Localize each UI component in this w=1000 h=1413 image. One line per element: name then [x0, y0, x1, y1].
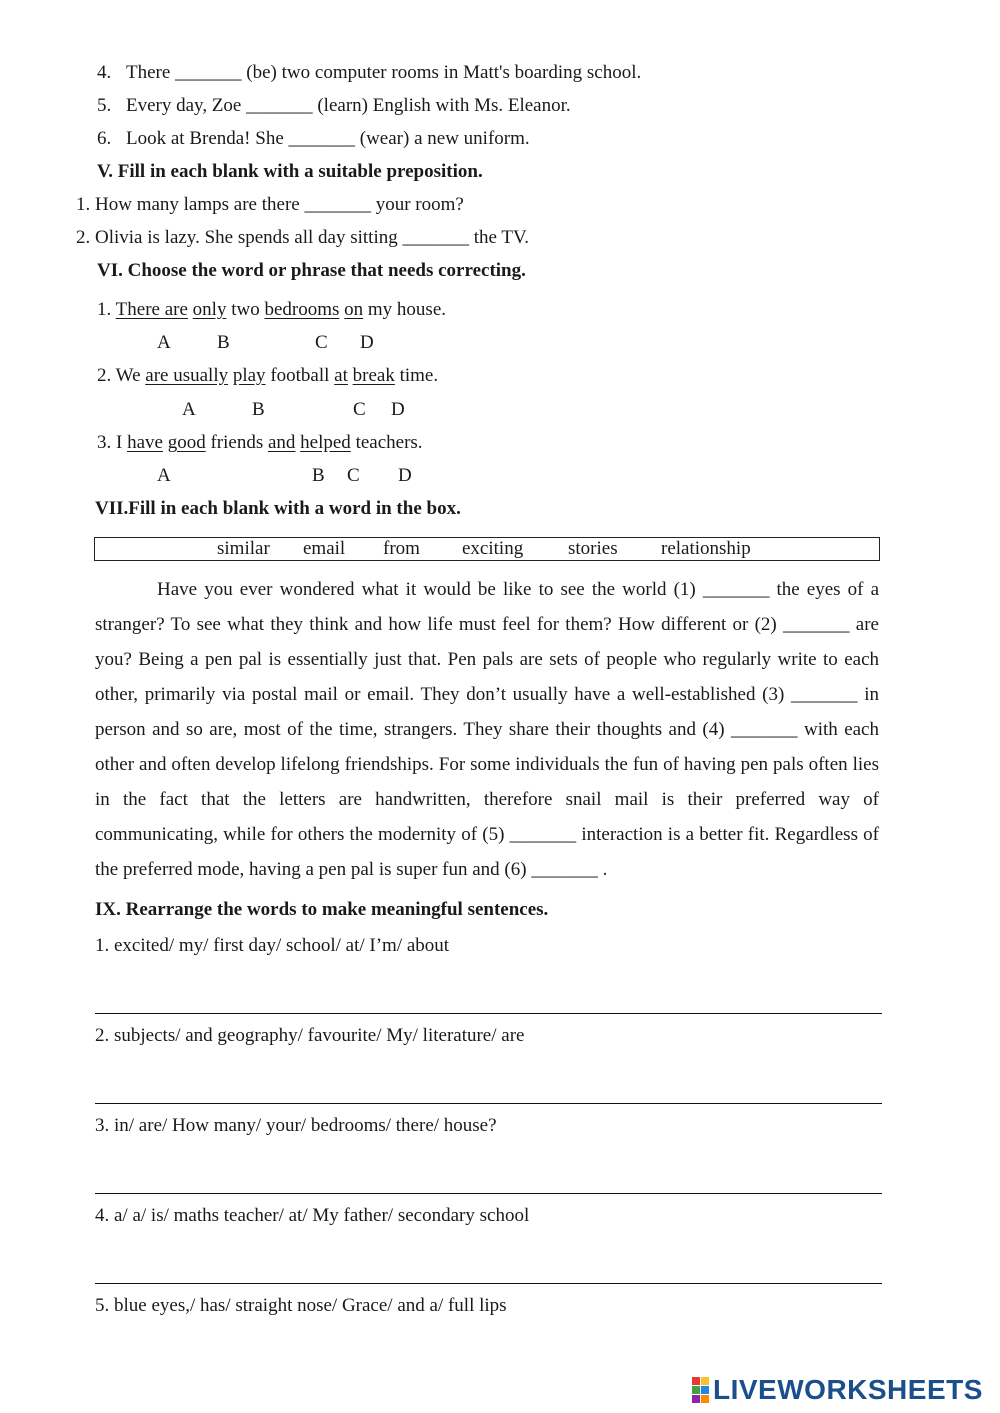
option-letter: B	[312, 465, 325, 486]
sentence-text: football	[265, 365, 335, 386]
reading-passage: Have you ever wondered what it would be like to see the world (1) _______ the eyes of a stranger? To see what they think and how life must feel for them? How different or (2) _______ are you? Being a pen pal is essentially just that. Pen pals are sets of people who regularly write to each other, primarily via postal mail or email. They don’t usually have a well-established (3) _______ in person and so are, most of the time, strangers. They share their thoughts and (4) _______ with each other and often develop lifelong friendships. For some individuals the fun of having pen pals often lies in the fact that the letters are handwritten, therefore snail mail is their preferred way of communicating, while for others the modernity of (5) _______ interaction is a better fit. Regardless of the preferred mode, having a pen pal is super fun and (6) _______ .	[95, 579, 879, 880]
underlined-option: break	[352, 365, 395, 386]
item-text: There _______ (be) two computer rooms in Matt's boarding school.	[126, 62, 642, 83]
item-text: Look at Brenda! She _______ (wear) a new uniform.	[126, 128, 530, 149]
exercise-item	[97, 94, 571, 118]
underlined-option: and	[267, 432, 296, 453]
exercise-item: 2. Olivia is lazy. She spends all day sitting _______ the TV.	[76, 227, 529, 248]
exercise-item	[97, 127, 530, 151]
logo-text: LIVEWORKSHEETS	[713, 1374, 983, 1405]
item-number: 4.	[97, 62, 112, 83]
underlined-option: bedrooms	[264, 299, 340, 320]
error-sentence	[97, 431, 423, 455]
option-letter: D	[391, 399, 405, 420]
sentence-text: time.	[394, 365, 439, 386]
underlined-option: only	[192, 299, 227, 320]
error-sentence	[97, 364, 438, 388]
section-heading: VI. Choose the word or phrase that needs correcting.	[97, 260, 526, 281]
underlined-option: on	[344, 299, 364, 320]
option-letter: C	[347, 465, 360, 486]
option-letter: A	[182, 399, 196, 420]
section-heading: IX. Rearrange the words to make meaningful sentences.	[95, 899, 549, 920]
option-letter: D	[398, 465, 412, 486]
rearrange-item: 5. blue eyes,/ has/ straight nose/ Grace/ and a/ full lips	[95, 1295, 507, 1316]
exercise-item	[97, 61, 641, 85]
option-letter: A	[157, 465, 171, 486]
option-letter: B	[217, 332, 230, 353]
option-letter: C	[315, 332, 328, 353]
item-number: 5.	[97, 95, 112, 116]
sentence-text: friends	[205, 432, 268, 453]
word-box-item: email	[303, 538, 346, 559]
word-box-item: exciting	[462, 538, 524, 559]
exercise-item: 1. How many lamps are there _______ your room?	[76, 194, 464, 215]
underlined-option: at	[334, 365, 348, 386]
word-box-item: similar	[217, 538, 270, 559]
liveworksheets-logo	[692, 1376, 983, 1404]
rearrange-item: 3. in/ are/ How many/ your/ bedrooms/ there/ house?	[95, 1115, 497, 1136]
logo-mark-icon	[692, 1377, 709, 1403]
underlined-option: have	[127, 432, 163, 453]
sentence-text: 1.	[97, 299, 116, 320]
sentence-text: two	[226, 299, 265, 320]
answer-line[interactable]	[95, 1283, 882, 1284]
sentence-text: 3. I	[97, 432, 128, 453]
item-text: Every day, Zoe _______ (learn) English with Ms. Eleanor.	[126, 95, 571, 116]
option-letter: A	[157, 332, 171, 353]
rearrange-item: 2. subjects/ and geography/ favourite/ My/ literature/ are	[95, 1025, 525, 1046]
rearrange-item: 1. excited/ my/ first day/ school/ at/ I’m/ about	[95, 935, 450, 956]
underlined-option: are usually	[145, 365, 229, 386]
rearrange-item: 4. a/ a/ is/ maths teacher/ at/ My father/ secondary school	[95, 1205, 530, 1226]
section-heading: VII.Fill in each blank with a word in the box.	[95, 498, 461, 519]
answer-line[interactable]	[95, 1193, 882, 1194]
option-letter: C	[353, 399, 366, 420]
word-box-item: from	[383, 538, 420, 559]
sentence-text: teachers.	[350, 432, 423, 453]
error-sentence	[97, 298, 446, 322]
underlined-option: There are	[115, 299, 188, 320]
answer-line[interactable]	[95, 1103, 882, 1104]
sentence-text: my house.	[363, 299, 446, 320]
option-letter: D	[360, 332, 374, 353]
underlined-option: play	[232, 365, 266, 386]
answer-line[interactable]	[95, 1013, 882, 1014]
word-box-item: stories	[568, 538, 618, 559]
underlined-option: good	[167, 432, 206, 453]
underlined-option: helped	[300, 432, 351, 453]
item-number: 6.	[97, 128, 112, 149]
section-heading: V. Fill in each blank with a suitable preposition.	[97, 161, 483, 182]
word-box	[94, 537, 880, 561]
sentence-text: 2. We	[97, 365, 146, 386]
option-letter: B	[252, 399, 265, 420]
word-box-item: relationship	[661, 538, 751, 559]
